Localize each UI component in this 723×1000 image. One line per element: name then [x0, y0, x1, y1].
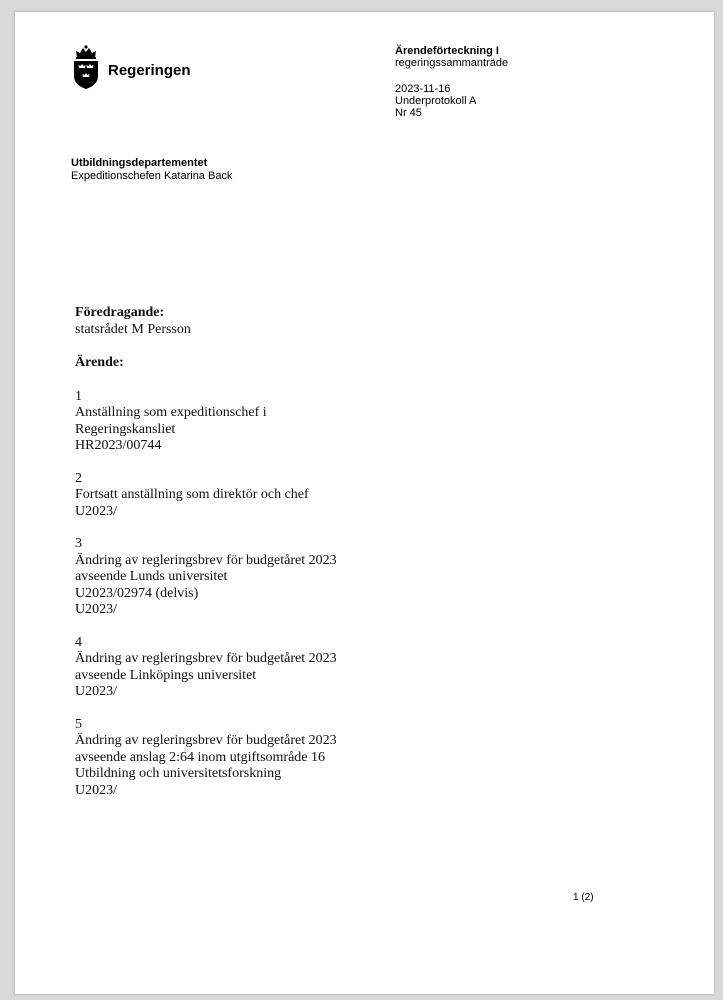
matter-line: Ändring av regleringsbrev för budgetåret 2023 — [75, 733, 337, 748]
document-subtitle: regeringssammanträde — [395, 57, 509, 69]
government-logo — [72, 44, 191, 90]
document-title: Ärendeförteckning I — [395, 45, 499, 57]
department-person: Expeditionschefen Katarina Back — [71, 170, 233, 182]
matter-number: 3 — [75, 536, 82, 551]
document-page — [15, 12, 714, 994]
department-block — [71, 157, 232, 183]
matter-item — [75, 389, 495, 455]
document-date: 2023-11-16 — [395, 83, 451, 95]
logo-wordmark: Regeringen — [108, 61, 191, 79]
protocol-label: Underprotokoll A — [395, 95, 477, 107]
matter-line: Utbildning och universitetsforskning — [75, 766, 282, 781]
department-name: Utbildningsdepartementet — [71, 157, 208, 169]
matter-line: U2023/ — [75, 684, 117, 699]
presenter-name: statsrådet M Persson — [75, 321, 191, 337]
document-body — [75, 305, 495, 815]
matter-line: avseende Lunds universitet — [75, 569, 228, 584]
matter-number: 1 — [75, 388, 82, 404]
matter-item — [75, 635, 495, 701]
matter-item — [75, 471, 495, 521]
matter-line: Regeringskansliet — [75, 421, 176, 437]
matters-heading: Ärende: — [75, 355, 124, 370]
matter-line: Ändring av regleringsbrev för budgetåret 2023 — [75, 552, 337, 568]
page-number: 1 (2) — [573, 892, 594, 903]
government-crown-shield-icon — [72, 44, 100, 90]
presenter-heading: Föredragande: — [75, 305, 165, 320]
document-header — [395, 45, 508, 119]
matter-line: Ändring av regleringsbrev för budgetåret 2023 — [75, 651, 337, 666]
matter-line: Fortsatt anställning som direktör och chef — [75, 487, 309, 502]
matter-line: U2023/02974 (delvis) — [75, 585, 199, 601]
matter-number: 4 — [75, 634, 82, 650]
matter-line: U2023/ — [75, 602, 117, 617]
matter-line: HR2023/00744 — [75, 438, 162, 453]
matter-line: avseende Linköpings universitet — [75, 667, 257, 683]
matter-line: avseende anslag 2:64 inom utgiftsområde 16 — [75, 749, 325, 765]
matter-line: U2023/ — [75, 782, 117, 798]
protocol-number: Nr 45 — [395, 107, 422, 119]
matter-number: 2 — [75, 470, 82, 486]
matter-line: U2023/ — [75, 503, 117, 519]
matter-item — [75, 717, 495, 800]
matter-number: 5 — [75, 716, 82, 732]
matter-item — [75, 536, 495, 619]
matter-line: Anställning som expeditionschef i — [75, 405, 267, 420]
